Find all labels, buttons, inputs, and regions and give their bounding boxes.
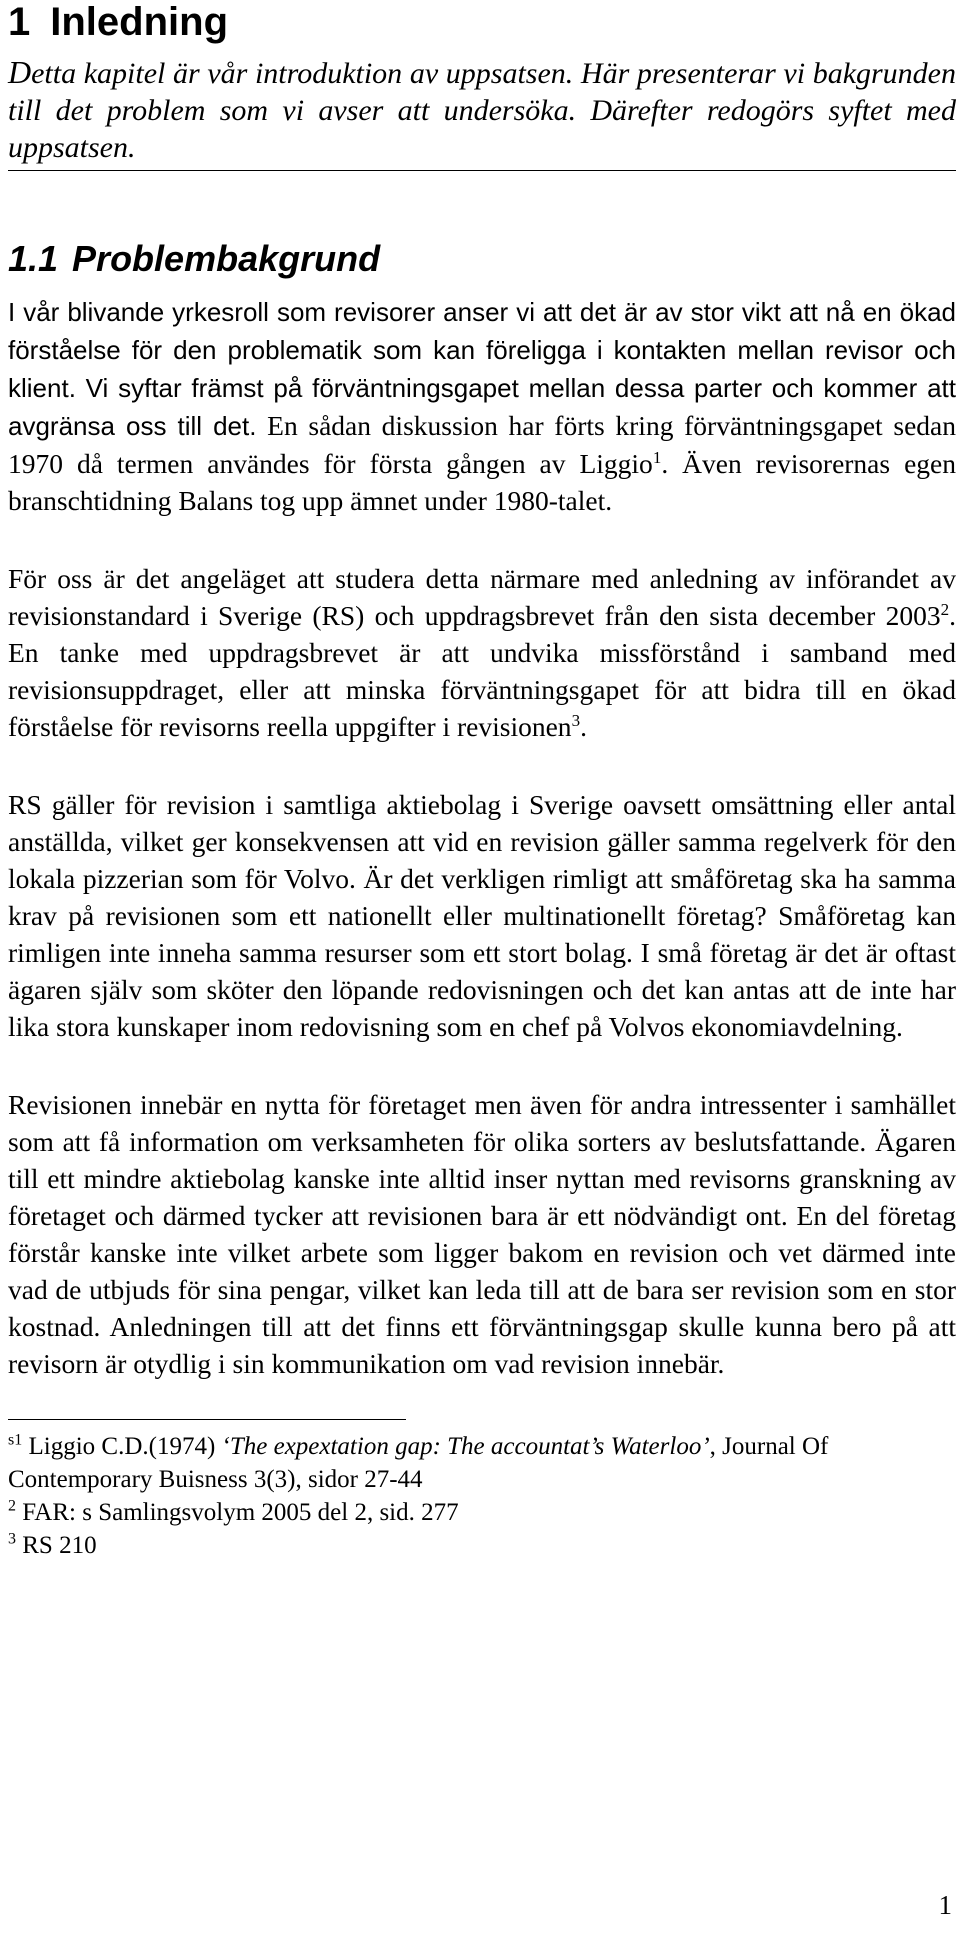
paragraph-2-text-c: . — [580, 711, 587, 742]
footnote-text: , Journal Of Contemporary Buisness 3(3), sidor 27-44 — [8, 1433, 829, 1493]
footnote-ref-2: 2 — [940, 599, 950, 619]
chapter-intro — [8, 54, 956, 171]
footnote-divider — [8, 1419, 406, 1420]
paragraph-1-text-b: . Även revisorernas egen branschtidning Balans tog upp ämnet under 1980-talet. — [8, 448, 956, 516]
intro-text: etta kapitel är vår introduktion av uppsatsen. Här presenterar vi bakgrunden till det problem som vi avser att undersöka. Därefter redogörs syftet med uppsatsen. — [8, 57, 956, 164]
paragraph-4: Revisionen innebär en nytta för företaget men även för andra intressenter i samhället som att få information om verksamheten för olika sorters av beslutsfattande. Ägaren till ett mindre aktiebolag kanske inte alltid inser nyttan med revisorns granskning av företaget och därmed tycker att revisionen bara är ett nödvändigt ont. En del företag förstår kanske inte vilket arbete som ligger bakom en revision och vet därmed inte vad de utbjuds för sina pengar, vilket kan leda till att de bara ser revision som en stor kostnad. Anledningen till att det finns ett förväntningsgap skulle kunna bero på att revisorn är otydlig i sin kommunikation om vad revision innebär. — [8, 1089, 956, 1379]
paragraph-2 — [8, 560, 956, 745]
footnote-marker: 2 — [8, 1497, 16, 1515]
footnote-ref-1: 1 — [652, 447, 662, 467]
footnote-text: Liggio C.D.(1974) — [22, 1433, 222, 1460]
chapter-heading — [8, 0, 960, 44]
page-number: 1 — [938, 1890, 952, 1920]
footnote-marker: 3 — [8, 1530, 16, 1548]
chapter-title: Inledning — [50, 0, 229, 44]
paragraph-2-text-a: För oss är det angeläget att studera detta närmare med anledning av införandet av revisionstandard i Sverige (RS) och uppdragsbrevet från den sista december 2003 — [8, 563, 956, 631]
footnotes — [8, 1430, 956, 1562]
chapter-number: 1 — [8, 0, 31, 44]
footnote-2 — [8, 1496, 956, 1529]
intro-dropcap: D — [8, 54, 32, 90]
paragraph-1 — [8, 293, 956, 519]
section-title: Problembakgrund — [72, 238, 381, 279]
footnote-title: ‘The expextation gap: The accountat’s Waterloo’ — [221, 1433, 710, 1460]
footnote-text: FAR: s Samlingsvolym 2005 del 2, sid. 277 — [16, 1499, 459, 1526]
paragraph-1-sans-text: I vår blivande yrkesroll som revisorer anser vi att det är av stor vikt att nå en ökad förståelse för den problematik som kan föreligga i kontakten mellan revisor och klient. Vi syftar främst på förväntningsgapet mellan dessa parter och kommer att avgränsa oss till det. — [8, 297, 956, 441]
document-page — [8, 0, 960, 1562]
section-heading — [8, 239, 960, 279]
footnote-3 — [8, 1529, 956, 1562]
paragraph-2-text-b: . En tanke med uppdragsbrevet är att undvika missförstånd i samband med revisionsuppdraget, eller att minska förväntningsgapet för att bidra till en ökad förståelse för revisorns reella uppgifter i revisionen — [8, 600, 956, 742]
paragraph-3: RS gäller för revision i samtliga aktiebolag i Sverige oavsett omsättning eller antal anställda, vilket ger konsekvensen att vid en revision gäller samma regelverk för den lokala pizzerian som för Volvo. Är det verkligen rimligt att småföretag ska ha samma krav på revisionen som ett nationellt eller multinationellt företag? Småföretag kan rimligen inte inneha samma resurser som ett stort bolag. I små företag är det är oftast ägaren själv som sköter den löpande redovisningen och det kan antas att de inte har lika stora kunskaper inom redovisning som en chef på Volvos ekonomiavdelning. — [8, 789, 956, 1042]
footnote-marker: s1 — [8, 1431, 23, 1449]
footnote-text: RS 210 — [16, 1532, 97, 1559]
footnote-1 — [8, 1430, 956, 1496]
footnote-ref-3: 3 — [571, 710, 581, 730]
paragraph-1-text-a: En sådan diskussion har förts kring förväntningsgapet sedan 1970 då termen användes för första gången av Liggio — [8, 410, 956, 479]
section-number: 1.1 — [8, 238, 59, 279]
